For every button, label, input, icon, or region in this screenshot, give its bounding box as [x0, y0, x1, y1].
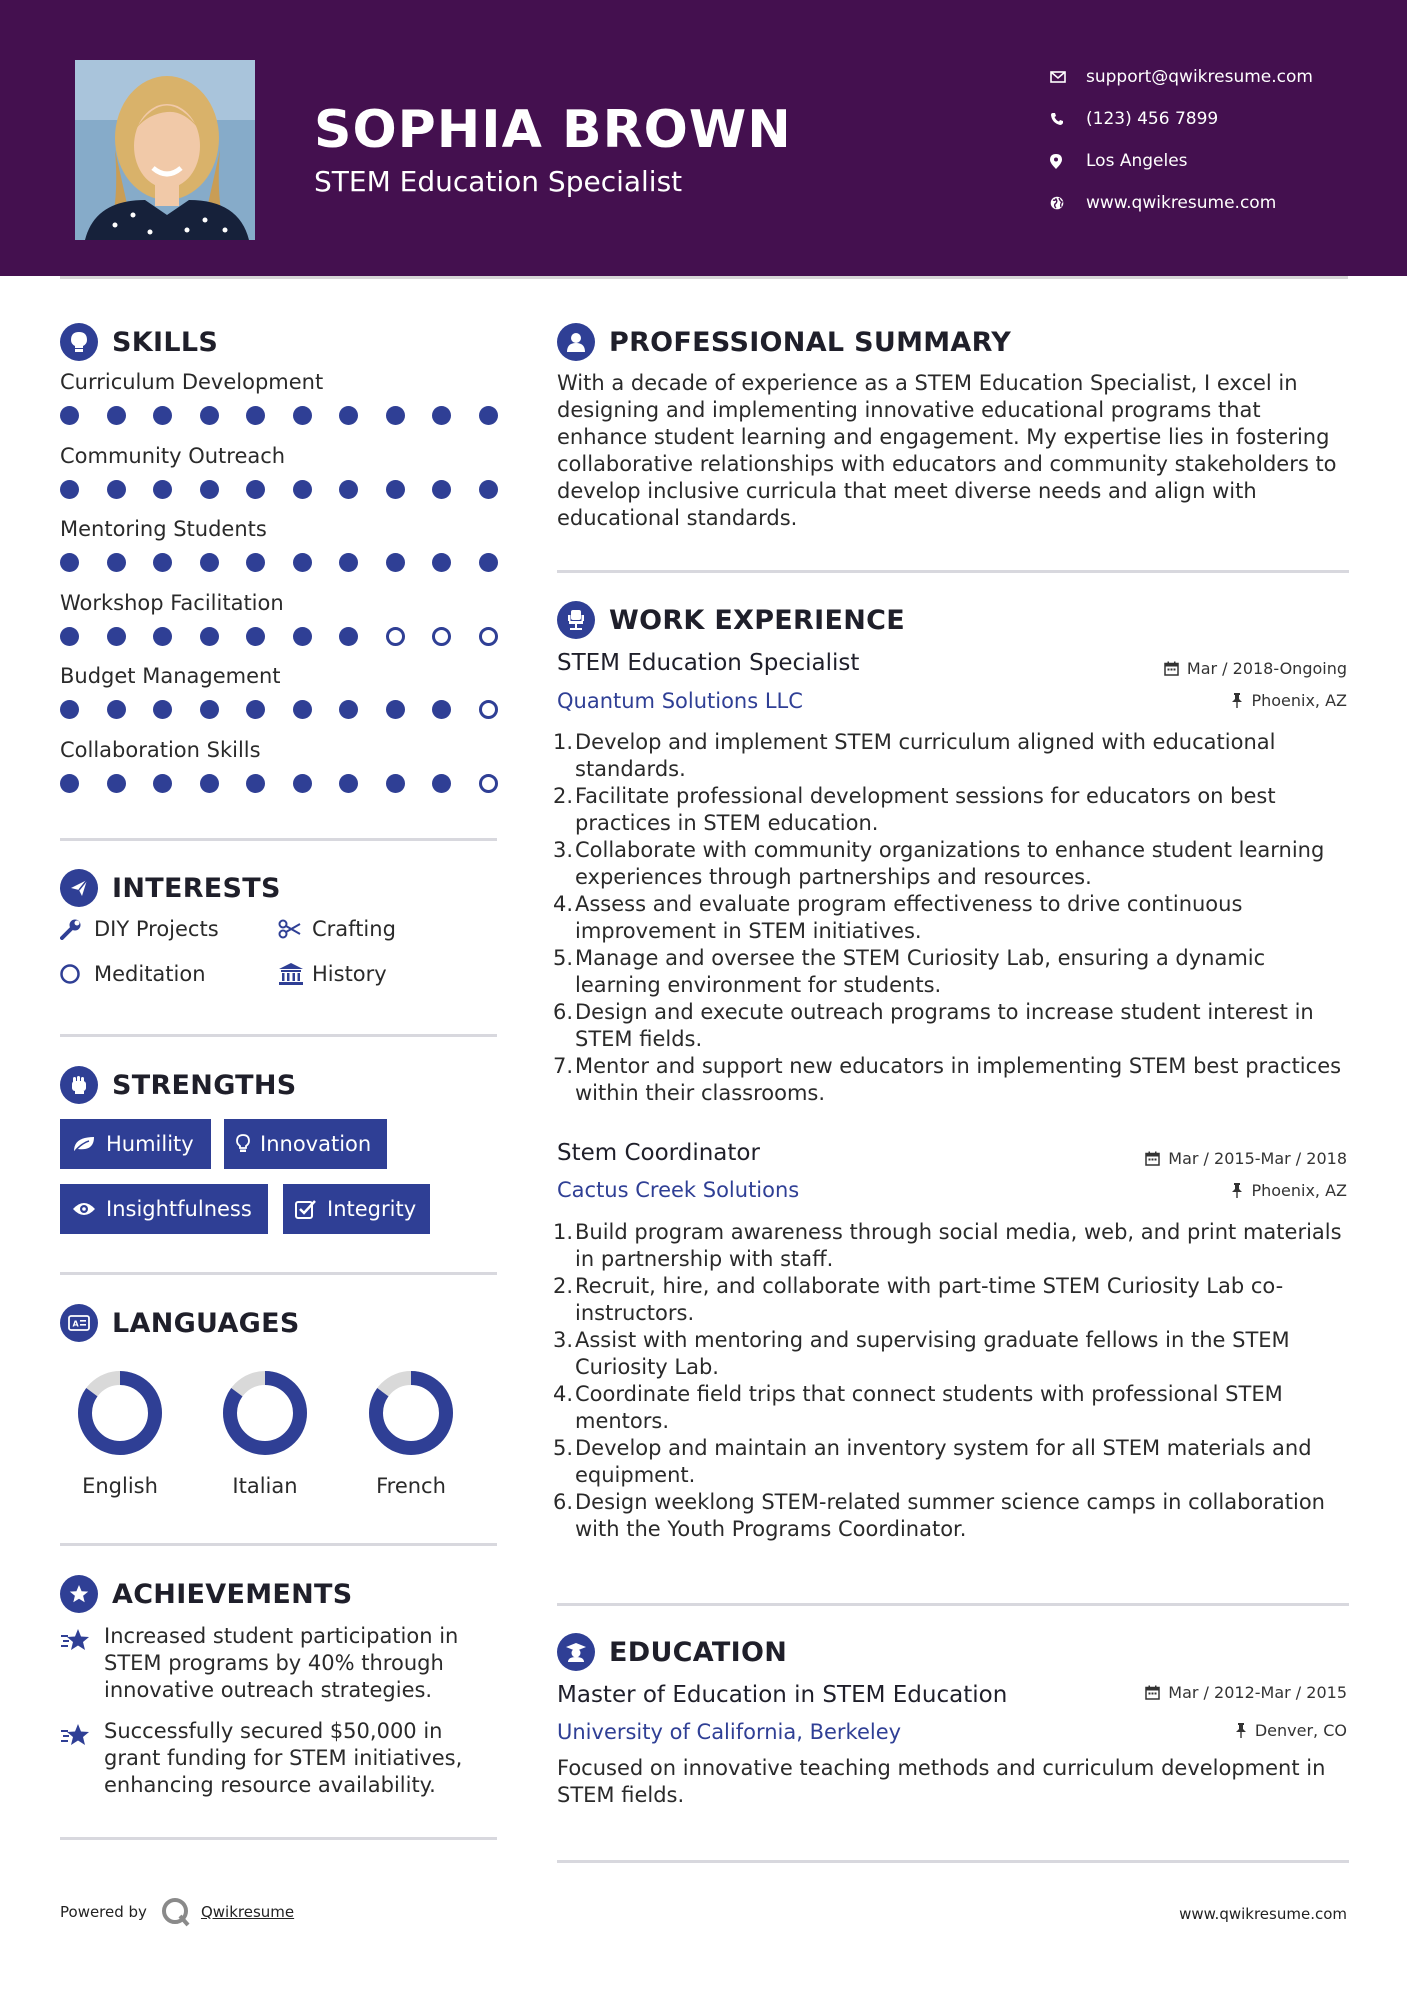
skill-dot-empty: [479, 700, 498, 719]
job-location: Phoenix, AZ: [1231, 691, 1347, 710]
language-label: French: [376, 1474, 446, 1498]
achievement-item: Successfully secured $50,000 in grant funding for STEM initiatives, enhancing resource availability.: [60, 1718, 500, 1799]
duty-item: 1. Build program awareness through social media, web, and print materials in partnership with staff.: [553, 1220, 1342, 1271]
checkbox-icon: [295, 1199, 317, 1219]
skill-dot-filled: [200, 480, 219, 499]
lightbulb-icon: [236, 1134, 250, 1154]
skill-item: [60, 591, 500, 649]
language-level-ring: [75, 1368, 165, 1458]
svg-text:A: A: [72, 1319, 79, 1329]
pushpin-icon: [1235, 1723, 1247, 1738]
skill-level-dots: [60, 698, 500, 722]
skill-dot-filled: [432, 406, 451, 425]
skill-dot-filled: [246, 774, 265, 793]
skill-dot-filled: [107, 406, 126, 425]
section-divider: [60, 1272, 497, 1275]
skill-level-dots: [60, 772, 500, 796]
achievement-item: Increased student participation in STEM programs by 40% through innovative outreach strategies.: [60, 1623, 500, 1704]
job-title: Stem Coordinator: [557, 1140, 760, 1166]
museum-icon: [278, 962, 312, 986]
contact-email[interactable]: support@qwikresume.com: [1050, 56, 1380, 98]
section-divider: [557, 1860, 1349, 1863]
eye-icon: [72, 1201, 96, 1217]
interest-item: Meditation: [60, 962, 206, 986]
skill-item: [60, 738, 500, 796]
job-duties: [553, 729, 1349, 1107]
skill-dot-empty: [479, 627, 498, 646]
skill-dot-filled: [386, 700, 405, 719]
skill-dot-filled: [293, 700, 312, 719]
skill-dot-filled: [293, 406, 312, 425]
star-icon: [60, 1623, 104, 1704]
skill-dot-filled: [432, 480, 451, 499]
skill-dot-filled: [432, 774, 451, 793]
skill-dot-filled: [200, 774, 219, 793]
achievements-heading: ACHIEVEMENTS: [60, 1575, 353, 1613]
duty-item: 2. Facilitate professional development sessions for educators on best practices in STEM education.: [553, 784, 1276, 835]
skill-dot-filled: [107, 627, 126, 646]
skill-item: [60, 444, 500, 502]
leaf-icon: [72, 1135, 96, 1153]
skill-dot-filled: [60, 480, 79, 499]
job-title: STEM Education Specialist: [557, 650, 860, 676]
skill-dot-filled: [339, 700, 358, 719]
section-divider: [60, 1034, 497, 1037]
job-dates: Mar / 2015-Mar / 2018: [1145, 1149, 1347, 1168]
calendar-icon: [1145, 1685, 1160, 1700]
job-location: Phoenix, AZ: [1231, 1181, 1347, 1200]
location-pin-icon: [1050, 154, 1086, 169]
strength-tag: Innovation: [224, 1119, 387, 1169]
summary-heading: PROFESSIONAL SUMMARY: [557, 323, 1011, 361]
phone-icon: [1050, 112, 1086, 126]
job-dates: Mar / 2018-Ongoing: [1164, 659, 1347, 678]
graduate-icon: [557, 1633, 595, 1671]
duty-item: 2. Recruit, hire, and collaborate with part-time STEM Curiosity Lab co-instructors.: [553, 1274, 1284, 1325]
skill-item: [60, 517, 500, 575]
skill-dot-filled: [293, 553, 312, 572]
qwikresume-logo-icon: [161, 1897, 191, 1927]
skill-dot-filled: [246, 480, 265, 499]
skill-dot-filled: [153, 700, 172, 719]
skill-dot-filled: [432, 553, 451, 572]
company-name[interactable]: Quantum Solutions LLC: [557, 689, 803, 713]
header-divider: [60, 276, 1348, 279]
skill-dot-filled: [107, 700, 126, 719]
skill-item: [60, 370, 500, 428]
skill-item: [60, 664, 500, 722]
job-duties: [553, 1219, 1349, 1543]
skill-dot-filled: [339, 774, 358, 793]
office-chair-icon: [557, 601, 595, 639]
duty-item: 6. Design and execute outreach programs to increase student interest in STEM fields.: [553, 1000, 1314, 1051]
contact-phone[interactable]: (123) 456 7899: [1050, 98, 1380, 140]
wrench-icon: [60, 918, 94, 940]
skill-dot-filled: [200, 627, 219, 646]
skill-dot-filled: [200, 700, 219, 719]
skill-dot-filled: [107, 480, 126, 499]
contact-list: [1050, 56, 1380, 224]
skill-name: Community Outreach: [60, 443, 286, 468]
skill-name: Workshop Facilitation: [60, 590, 284, 615]
lightbulb-icon: [60, 323, 98, 361]
duty-item: 3. Collaborate with community organizations to enhance student learning experiences through partnerships and resources.: [553, 838, 1325, 889]
skill-dot-filled: [60, 700, 79, 719]
skill-level-dots: [60, 478, 500, 502]
language-level-ring: [220, 1368, 310, 1458]
language-item: [356, 1368, 466, 1498]
skill-name: Mentoring Students: [60, 517, 267, 541]
interest-item: History: [278, 962, 387, 986]
education-description: Focused on innovative teaching methods and curriculum development in STEM fields.: [557, 1756, 1326, 1807]
skills-heading: SKILLS: [60, 323, 218, 361]
strengths-heading: STRENGTHS: [60, 1066, 297, 1104]
resume-header: [0, 0, 1407, 276]
skill-dot-filled: [386, 480, 405, 499]
skill-dot-filled: [60, 774, 79, 793]
qwikresume-link[interactable]: Qwikresume: [200, 1903, 295, 1921]
strength-tag: Insightfulness: [60, 1184, 268, 1234]
skill-name: Curriculum Development: [60, 370, 324, 394]
duty-item: 3. Assist with mentoring and supervising graduate fellows in the STEM Curiosity Lab.: [553, 1328, 1290, 1379]
duty-item: 1. Develop and implement STEM curriculum aligned with educational standards.: [553, 730, 1276, 781]
contact-location: Los Angeles: [1050, 140, 1380, 182]
footer-website[interactable]: www.qwikresume.com: [1179, 1905, 1347, 1923]
skill-dot-filled: [386, 406, 405, 425]
education-heading: EDUCATION: [557, 1633, 787, 1671]
skill-dot-filled: [107, 774, 126, 793]
skill-dot-filled: [200, 553, 219, 572]
skill-dot-filled: [339, 553, 358, 572]
section-divider: [557, 1603, 1349, 1606]
skill-dot-filled: [339, 480, 358, 499]
skill-dot-filled: [246, 700, 265, 719]
language-card-icon: [60, 1304, 98, 1342]
interest-item: DIY Projects: [60, 917, 219, 941]
candidate-name: SOPHIA BROWN: [314, 100, 792, 160]
skill-dot-filled: [200, 406, 219, 425]
scissors-icon: [278, 919, 312, 939]
skill-dot-filled: [339, 627, 358, 646]
section-divider: [60, 1837, 497, 1840]
skill-dot-filled: [107, 553, 126, 572]
skill-name: Collaboration Skills: [60, 737, 261, 762]
skill-dot-filled: [153, 480, 172, 499]
skill-level-dots: [60, 625, 500, 649]
paper-plane-icon: [60, 869, 98, 907]
duty-item: 5. Develop and maintain an inventory system for all STEM materials and equipment.: [553, 1436, 1312, 1487]
experience-heading: WORK EXPERIENCE: [557, 601, 905, 639]
raised-fist-icon: [60, 1066, 98, 1104]
duty-item: 7. Mentor and support new educators in implementing STEM best practices within their classrooms.: [553, 1054, 1342, 1105]
candidate-title: STEM Education Specialist: [314, 165, 683, 198]
skill-dot-filled: [153, 553, 172, 572]
duty-item: 4. Coordinate field trips that connect students with professional STEM mentors.: [553, 1382, 1283, 1433]
education-location: Denver, CO: [1235, 1721, 1347, 1740]
envelope-icon: [1050, 71, 1086, 83]
circle-icon: [60, 963, 94, 985]
skill-dot-filled: [153, 774, 172, 793]
calendar-icon: [1164, 661, 1179, 676]
pushpin-icon: [1231, 693, 1243, 708]
language-label: Italian: [232, 1474, 298, 1498]
skill-dot-filled: [60, 553, 79, 572]
skill-dot-filled: [153, 627, 172, 646]
skill-dot-filled: [432, 700, 451, 719]
skill-level-dots: [60, 404, 500, 428]
skill-dot-filled: [386, 774, 405, 793]
skill-dot-filled: [60, 627, 79, 646]
profile-photo: [75, 60, 255, 240]
skill-dot-filled: [246, 406, 265, 425]
skill-name: Budget Management: [60, 664, 281, 688]
language-label: English: [82, 1474, 158, 1498]
company-name[interactable]: Cactus Creek Solutions: [557, 1178, 800, 1202]
skill-dot-filled: [293, 627, 312, 646]
globe-icon: [1050, 196, 1086, 210]
duty-item: 4. Assess and evaluate program effectiveness to drive continuous improvement in STEM initiatives.: [553, 892, 1243, 943]
pushpin-icon: [1231, 1183, 1243, 1198]
education-dates: Mar / 2012-Mar / 2015: [1145, 1683, 1347, 1702]
star-badge-icon: [60, 1575, 98, 1613]
skill-dot-filled: [153, 406, 172, 425]
skill-dot-filled: [479, 480, 498, 499]
skill-dot-empty: [386, 627, 405, 646]
degree-title: Master of Education in STEM Education: [557, 1682, 1008, 1708]
contact-website[interactable]: www.qwikresume.com: [1050, 182, 1380, 224]
skill-dot-filled: [386, 553, 405, 572]
skill-dot-empty: [479, 774, 498, 793]
star-icon: [60, 1718, 104, 1799]
skill-dot-filled: [293, 774, 312, 793]
duty-item: 6. Design weeklong STEM-related summer science camps in collaboration with the Youth Programs Coordinator.: [553, 1490, 1325, 1541]
skill-dot-filled: [479, 406, 498, 425]
skill-level-dots: [60, 551, 500, 575]
skill-dot-filled: [60, 406, 79, 425]
languages-heading: A LANGUAGES: [60, 1304, 300, 1342]
skill-dot-empty: [432, 627, 451, 646]
section-divider: [557, 570, 1349, 573]
interest-item: Crafting: [278, 917, 396, 941]
summary-text: With a decade of experience as a STEM Education Specialist, I excel in designing and implementing innovative educational programs that enhance student learning and engagement. My expertise lies in fostering collaborative relationships with educators and community stakeholders to develop inclusive curricula that meet diverse needs and align with educational standards.: [557, 371, 1337, 530]
skill-dot-filled: [479, 553, 498, 572]
duty-item: 5. Manage and oversee the STEM Curiosity Lab, ensuring a dynamic learning environment for students.: [553, 946, 1266, 997]
powered-by: Powered by Qwikresume: [60, 1897, 294, 1927]
language-level-ring: [366, 1368, 456, 1458]
skill-dot-filled: [293, 480, 312, 499]
language-item: [65, 1368, 175, 1498]
strength-tag: Humility: [60, 1119, 211, 1169]
school-name[interactable]: University of California, Berkeley: [557, 1720, 902, 1744]
skill-dot-filled: [339, 406, 358, 425]
strength-tag: Integrity: [283, 1184, 430, 1234]
section-divider: [60, 838, 497, 841]
skill-dot-filled: [246, 553, 265, 572]
user-icon: [557, 323, 595, 361]
section-divider: [60, 1543, 497, 1546]
language-item: [210, 1368, 320, 1498]
skill-dot-filled: [246, 627, 265, 646]
calendar-icon: [1145, 1151, 1160, 1166]
interests-heading: INTERESTS: [60, 869, 281, 907]
